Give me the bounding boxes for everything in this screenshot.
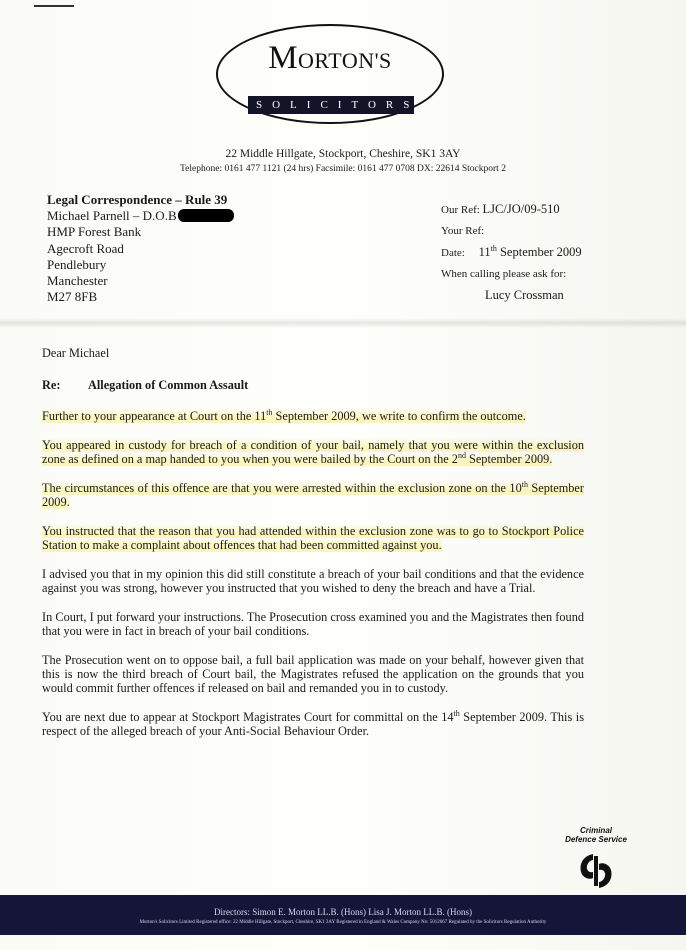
cds-line-2: Defence Service [565, 835, 627, 844]
logo-firm-name [218, 40, 442, 77]
our-ref-value: LJC/JO/09-510 [482, 202, 560, 216]
redaction-mark [178, 209, 234, 222]
firm-address: 22 Middle Hillgate, Stockport, Cheshire, SK1 3AY [225, 148, 461, 160]
footer-registration: Morton's Solicitors Limited Registered office: 22 Middle Hillgate, Stockport, Cheshire, SK1 3AY Registered in England & Wales Company No: 5012667 Regulated by the Solicitors Regulation Authority [139, 920, 547, 925]
subject-line [42, 378, 584, 392]
letter-body [42, 346, 584, 753]
paper-fold [0, 318, 686, 328]
address-line: HMP Forest Bank [47, 224, 142, 240]
cds-emblem-icon [575, 850, 617, 892]
letter-footer [0, 895, 686, 935]
date-label: Date: [441, 247, 465, 259]
salutation: Dear Michael [42, 346, 110, 360]
criminal-defence-service-logo [556, 826, 636, 897]
logo-name-rest: ORTON'S [298, 48, 392, 73]
our-ref-label: Our Ref: [441, 204, 480, 216]
address-line: Pendlebury [47, 256, 107, 272]
correspondence-heading: Legal Correspondence – Rule 39 [47, 192, 228, 207]
firm-contact: Telephone: 0161 477 1121 (24 hrs) Facsimile: 0161 477 0708 DX: 22614 Stockport 2 [180, 164, 506, 174]
logo-tagline: SOLICITORS [248, 96, 414, 114]
calling-label: When calling please ask for: [441, 268, 567, 280]
letter-date [441, 242, 582, 264]
recipient-block [47, 192, 234, 305]
recipient-name-line [47, 208, 234, 224]
address-line: Manchester [47, 273, 108, 289]
footer-directors: Directors: Simon E. Morton LL.B. (Hons) Lisa J. Morton LL.B. (Hons) [214, 907, 472, 917]
paragraph-2: You appeared in custody for breach of a condition of your bail, namely that you were within the exclusion zone as defined on a map handed to you when you were bailed by the Court on the 2nd September 2009. [42, 438, 584, 466]
paragraph-3: The circumstances of this offence are that you were arrested within the exclusion zone on the 10th September 2009. [42, 479, 584, 509]
date-value: 11th September 2009 [478, 243, 582, 259]
logo-initial: M [268, 40, 299, 76]
paragraph-7: The Prosecution went on to oppose bail, a full bail application was made on your behalf, however given that this is now the third breach of Court bail, the Magistrates refused the application on the grounds that you would commit further offences if released on bail and remanded you in to custody. [42, 653, 584, 695]
our-ref [441, 199, 582, 221]
paragraph-6: In Court, I put forward your instructions. The Prosecution cross examined you and the Magistrates then found that you were in fact in breach of your bail conditions. [42, 610, 584, 638]
reference-block [441, 199, 582, 306]
your-ref: Your Ref: [441, 225, 485, 237]
cds-line-1: Criminal [579, 826, 612, 835]
subject-label: Re: [42, 378, 61, 392]
paragraph-1: Further to your appearance at Court on the 11th September 2009, we write to confirm the outcome. [42, 407, 526, 423]
firm-logo [216, 24, 444, 124]
paragraph-5: I advised you that in my opinion this did still constitute a breach of your bail conditions and that the evidence against you was strong, however you instructed that you wished to deny the breach and have a Trial. [42, 567, 584, 595]
paragraph-8: You are next due to appear at Stockport Magistrates Court for committal on the 14th September 2009. This is respect of the alleged breach of your Anti-Social Behaviour Order. [42, 708, 584, 738]
address-line: M27 8FB [47, 289, 98, 305]
scan-edge-mark [34, 5, 74, 7]
contact-name: Lucy Crossman [485, 288, 564, 302]
address-line: Agecroft Road [47, 240, 124, 256]
subject-text: Allegation of Common Assault [88, 378, 249, 392]
recipient-name: Michael Parnell – D.O.B [47, 208, 177, 224]
paragraph-4: You instructed that the reason that you had attended within the exclusion zone was to go to Stockport Police Station to make a complaint about offences that had been committed against you. [42, 524, 584, 552]
